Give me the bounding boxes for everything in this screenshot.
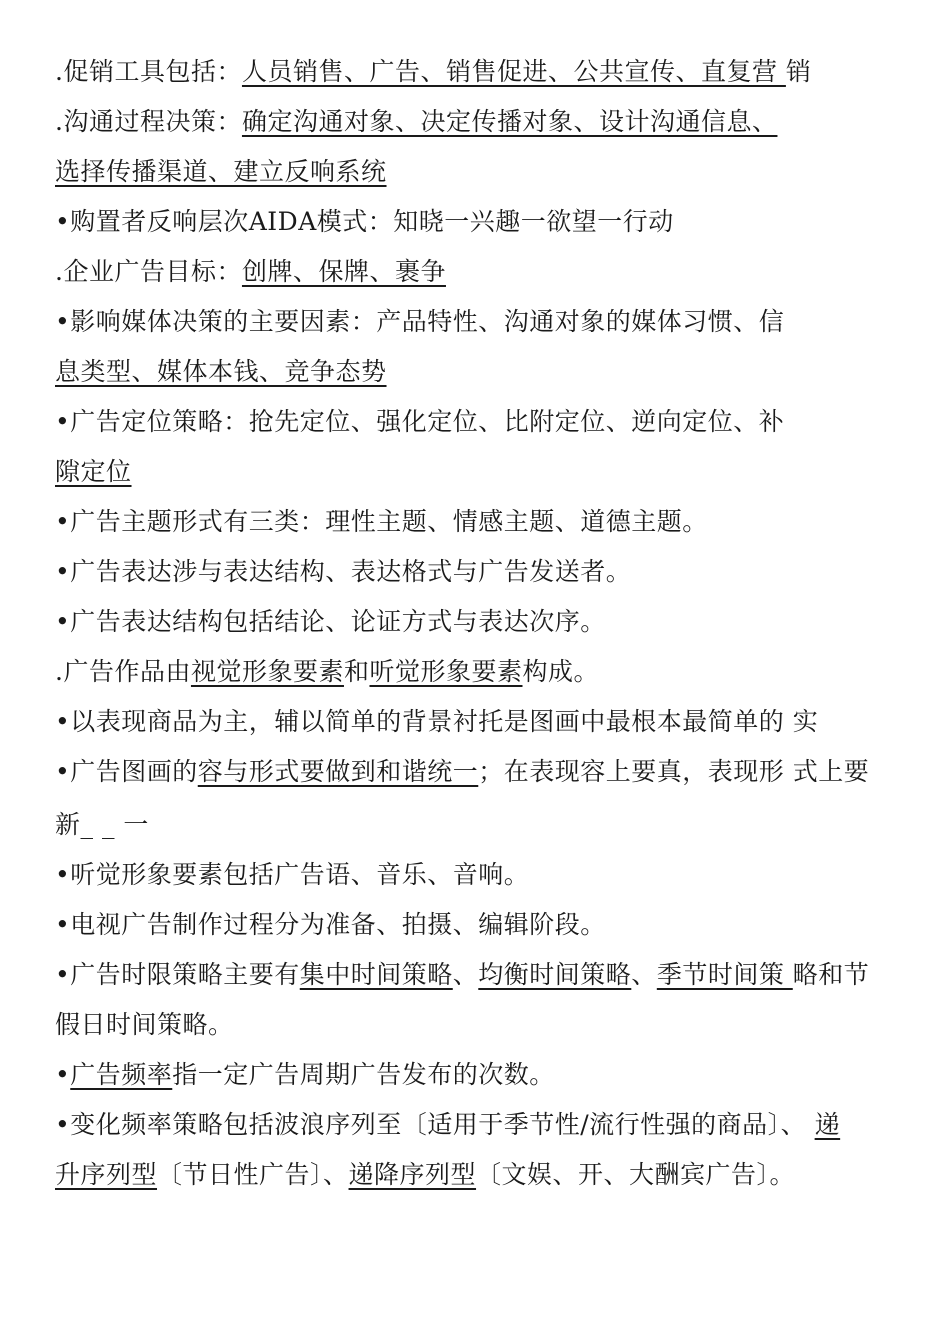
text-line xyxy=(55,305,784,339)
underlined-text: 季节时间策 xyxy=(656,960,793,989)
underlined-text: 均衡时间策略 xyxy=(478,960,632,989)
text-segment: 〔文娱、开、大酬宾广告〕。 xyxy=(476,1160,796,1189)
text-segment: .广告作品由 xyxy=(55,657,191,686)
text-segment: •听觉形象要素包括广告语、音乐、音响。 xyxy=(55,860,530,889)
text-line xyxy=(55,355,387,389)
text-segment: 指一定广告周期广告发布的次数。 xyxy=(172,1060,555,1089)
text-line xyxy=(55,555,631,589)
text-line xyxy=(55,505,708,539)
text-segment: .企业广告目标： xyxy=(55,257,242,286)
text-line xyxy=(55,405,784,439)
underlined-text: 息类型、媒体本钱、竞争态势 xyxy=(55,357,387,386)
underlined-text: 听觉形象要素 xyxy=(369,657,523,686)
text-segment: 新_ _ 一 xyxy=(55,810,149,839)
text-segment: 、 xyxy=(452,960,479,989)
text-segment: .促销工具包括： xyxy=(55,57,242,86)
text-line xyxy=(55,455,132,489)
text-line xyxy=(55,858,529,892)
text-segment: •广告时限策略主要有 xyxy=(55,960,300,989)
underlined-text: 创牌、保牌、裹争 xyxy=(241,257,446,286)
text-line xyxy=(55,205,674,239)
text-line xyxy=(55,1108,840,1142)
text-segment: ；在表现容上要真，表现形 式上要 xyxy=(478,757,870,786)
text-segment: 、 xyxy=(631,960,657,989)
text-segment: •以表现商品为主，辅以简单的背景衬托是图画中最根本最简单的 实 xyxy=(55,707,819,736)
underlined-text: 隙定位 xyxy=(55,457,132,486)
text-line xyxy=(55,605,606,639)
text-segment: 和 xyxy=(343,657,370,686)
text-segment: 销 xyxy=(785,57,812,86)
text-segment: •影响媒体决策的主要因素：产品特性、沟通对象的媒体习惯、信 xyxy=(55,307,785,336)
text-line xyxy=(55,1008,234,1042)
underlined-text: 人员销售、广告、销售促进、公共宣传、直复营 xyxy=(241,57,786,86)
text-segment: •广告表达涉与表达结构、表达格式与广告发送者。 xyxy=(55,557,632,586)
text-segment: 构成。 xyxy=(522,657,600,686)
text-line xyxy=(55,755,869,789)
underlined-text: 确定沟通对象、决定传播对象、设计沟通信息、 xyxy=(241,107,778,136)
text-segment: •广告图画的 xyxy=(55,757,198,786)
text-line xyxy=(55,155,387,189)
text-line xyxy=(55,1158,795,1192)
underlined-text: 集中时间策略 xyxy=(299,960,453,989)
underlined-text: 递 xyxy=(814,1110,841,1139)
text-line xyxy=(55,705,818,739)
text-segment: •电视广告制作过程分为准备、拍摄、编辑阶段。 xyxy=(55,910,606,939)
text-segment: •购置者反响层次AIDA模式：知晓一兴趣一欲望一行动 xyxy=(55,207,674,236)
text-line xyxy=(55,655,599,689)
text-segment: •广告主题形式有三类：理性主题、情感主题、道德主题。 xyxy=(55,507,708,536)
text-segment: .沟通过程决策： xyxy=(55,107,242,136)
text-segment: 略和节 xyxy=(792,960,870,989)
underlined-text: 视觉形象要素 xyxy=(190,657,344,686)
text-segment: •变化频率策略包括波浪序列至〔适用于季节性/流行性强的商品〕、 xyxy=(55,1110,815,1139)
text-segment: • xyxy=(55,1060,71,1089)
text-segment: 〔节日性广告〕、 xyxy=(157,1160,349,1189)
text-line xyxy=(55,808,149,842)
text-line xyxy=(55,908,606,942)
underlined-text: 递降序列型 xyxy=(348,1160,477,1189)
underlined-text: 广告频率 xyxy=(70,1060,173,1089)
text-line xyxy=(55,255,446,289)
text-line xyxy=(55,958,869,992)
text-line xyxy=(55,55,811,89)
underlined-text: 升序列型 xyxy=(55,1160,158,1189)
text-segment: •广告定位策略：抢先定位、强化定位、比附定位、逆向定位、补 xyxy=(55,407,785,436)
text-segment: 假日时间策略。 xyxy=(55,1010,234,1039)
text-line xyxy=(55,1058,555,1092)
underlined-text: 容与形式要做到和谐统一 xyxy=(197,757,479,786)
text-segment: •广告表达结构包括结论、论证方式与表达次序。 xyxy=(55,607,606,636)
underlined-text: 选择传播渠道、建立反响系统 xyxy=(55,157,387,186)
text-line xyxy=(55,105,777,139)
